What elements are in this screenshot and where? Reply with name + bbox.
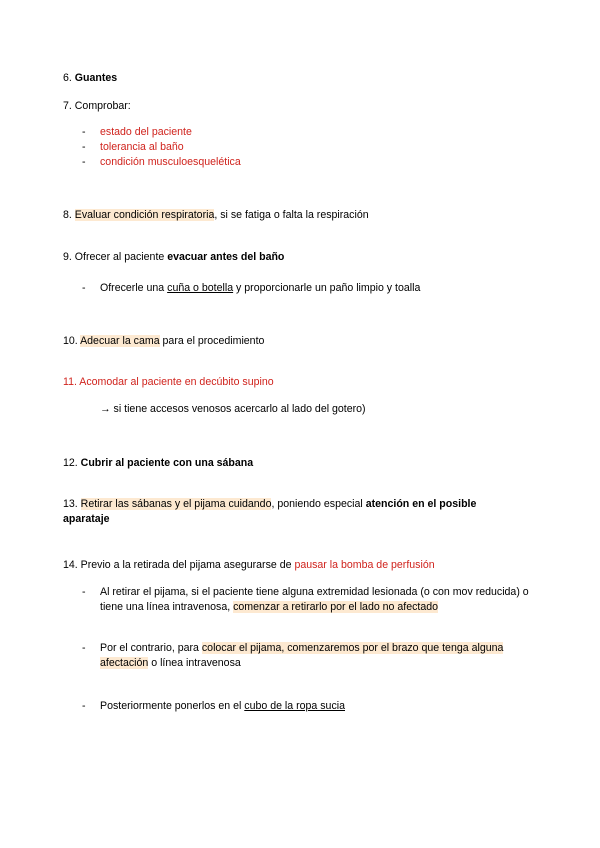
- dash: -: [82, 126, 86, 138]
- dash: -: [82, 156, 86, 168]
- item-8-highlight: Evaluar condición respiratoria: [74, 209, 215, 221]
- item-12: 12. Cubrir al paciente con una sábana: [63, 457, 254, 469]
- item-9-bold: evacuar antes del baño: [167, 251, 285, 263]
- item-8: 8. Evaluar condición respiratoria, si se fatiga o falta la respiración: [63, 209, 369, 221]
- item-7-bullet-3: condición musculoesquelética: [100, 156, 241, 168]
- dash: -: [82, 700, 86, 712]
- item-14-bullet-1: Al retirar el pijama, si el paciente tiene alguna extremidad lesionada (o con mov reducida) o tiene una línea intravenosa, comenzar a retirarlo por el lado no afectado: [100, 586, 529, 613]
- item-14-b2-highlight: colocar el pijama, comenzaremos por el brazo que tenga alguna afectación: [100, 642, 504, 669]
- item-9-bullet: Ofrecerle una cuña o botella y proporcionarle un paño limpio y toalla: [100, 282, 421, 294]
- item-14-bullet-3: Posteriormente ponerlos en el cubo de la ropa sucia: [100, 700, 345, 712]
- item-9: 9. Ofrecer al paciente evacuar antes del baño: [63, 251, 285, 263]
- item-14-b3-underline: cubo de la ropa sucia: [244, 700, 345, 712]
- item-7-bullet-1: estado del paciente: [100, 126, 192, 138]
- item-13-bold: atención en el posible aparataje: [63, 498, 477, 525]
- item-14-b1-highlight: comenzar a retirarlo por el lado no afectado: [233, 601, 439, 613]
- item-14-red: pausar la bomba de perfusión: [294, 559, 435, 571]
- item-6-bold: Guantes: [74, 72, 118, 84]
- item-13-highlight: Retirar las sábanas y el pijama cuidando: [80, 498, 272, 510]
- item-10-highlight: Adecuar la cama: [80, 335, 160, 347]
- item-11: 11. Acomodar al paciente en decúbito supino: [63, 376, 274, 388]
- item-13: 13. Retirar las sábanas y el pijama cuidando, poniendo especial atención en el posible aparataje: [63, 498, 477, 525]
- item-14: 14. Previo a la retirada del pijama asegurarse de pausar la bomba de perfusión: [63, 559, 435, 571]
- dash: -: [82, 586, 86, 598]
- item-9-underline: cuña o botella: [167, 282, 234, 294]
- dash: -: [82, 282, 86, 294]
- item-7-bullet-2: tolerancia al baño: [100, 141, 184, 153]
- item-11-sub: → si tiene accesos venosos acercarlo al lado del gotero): [100, 403, 366, 415]
- dash: -: [82, 141, 86, 153]
- item-6: 6. Guantes: [63, 72, 118, 84]
- item-10: 10. Adecuar la cama para el procedimiento: [63, 335, 265, 347]
- item-14-bullet-2: Por el contrario, para colocar el pijama, comenzaremos por el brazo que tenga alguna afectación o línea intravenosa: [100, 642, 504, 669]
- dash: -: [82, 642, 86, 654]
- item-12-bold: Cubrir al paciente con una sábana: [80, 457, 254, 469]
- item-7: 7. Comprobar:: [63, 100, 131, 112]
